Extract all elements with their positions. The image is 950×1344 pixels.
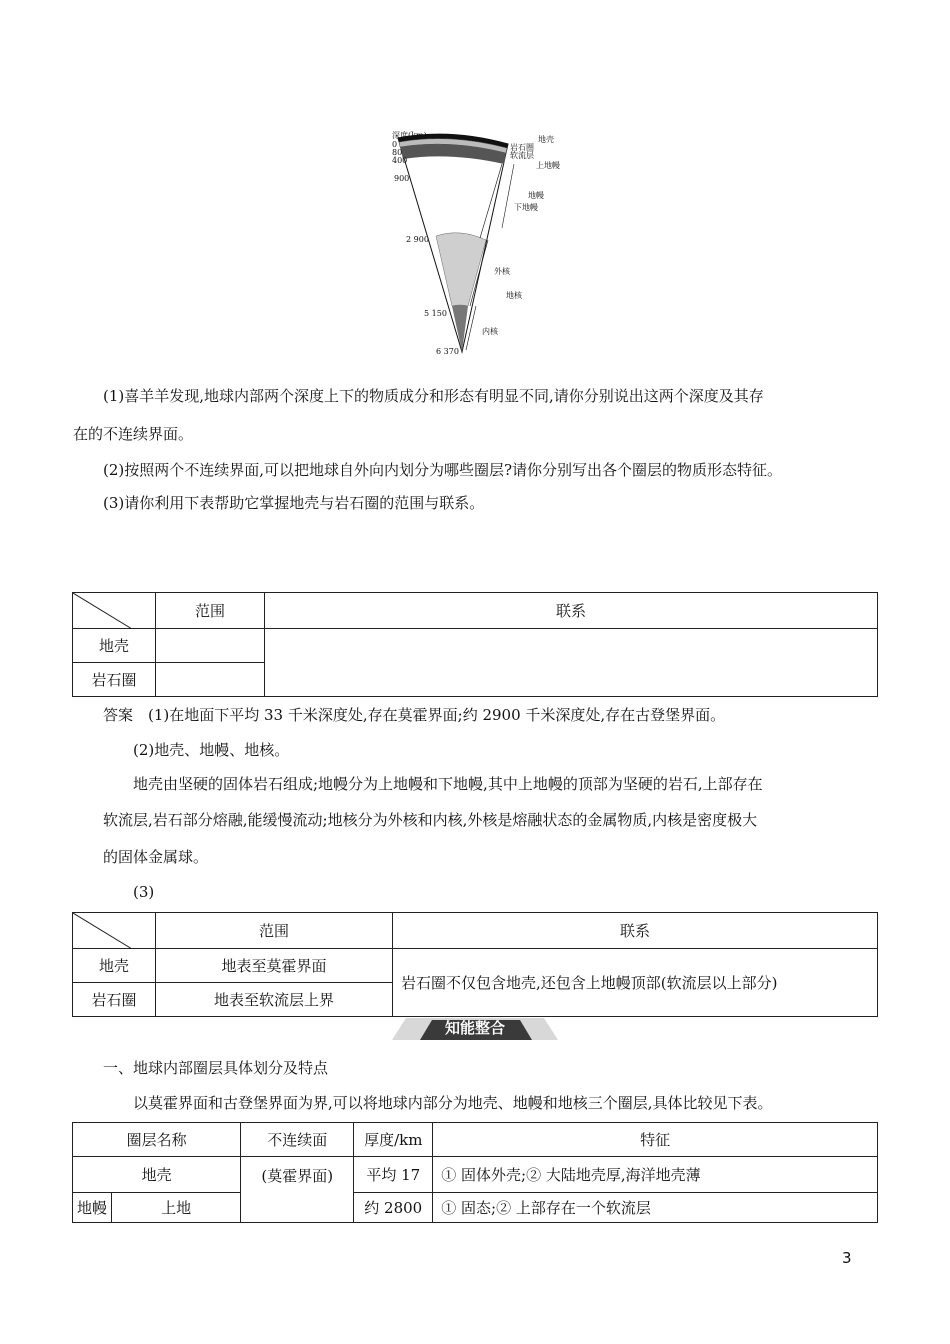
row-crust-interface: (莫霍界面) (241, 1157, 354, 1223)
header-range: 范围 (156, 593, 265, 629)
depth-tick-2900: 2 900 (406, 235, 429, 244)
depth-tick-400: 400 (392, 156, 408, 165)
cell-crust-range (156, 629, 265, 663)
page-number: 3 (842, 1249, 852, 1267)
cell-relation: 岩石圈不仅包含地壳,还包含上地幔顶部(软流层以上部分) (393, 949, 878, 1017)
section-banner (392, 1016, 558, 1042)
label-lower-mantle: 下地幔 (514, 203, 538, 212)
answer-line-2: (2)地壳、地幔、地核。 (133, 741, 290, 759)
section-heading: 一、地球内部圈层具体划分及特点 (103, 1059, 329, 1077)
diagonal-header-cell (73, 593, 156, 629)
row-mantle-group: 地幔 (73, 1193, 112, 1223)
header-interface: 不连续面 (241, 1123, 354, 1157)
row-upper-mantle-feature: ① 固态;② 上部存在一个软流层 (433, 1193, 878, 1223)
row-upper-mantle-name: 上地 (112, 1193, 241, 1223)
cell-lithosphere-range (156, 663, 265, 697)
question-1-line-1: (1)喜羊羊发现,地球内部两个深度上下的物质成分和形态有明显不同,请你分别说出这两个深度及其存 (103, 387, 764, 405)
cell-relation (265, 629, 878, 697)
label-core: 地核 (506, 291, 522, 300)
earth-interior-diagram (390, 128, 570, 360)
row-label-lithosphere: 岩石圈 (73, 663, 156, 697)
question-2: (2)按照两个不连续界面,可以把地球自外向内划分为哪些圈层?请你分别写出各个圈层的物质形态特征。 (103, 461, 783, 479)
row-crust-name: 地壳 (73, 1157, 241, 1193)
answer-line-6: (3) (133, 883, 155, 901)
depth-header: 深度(km) (392, 131, 427, 140)
cell-crust-range: 地表至莫霍界面 (156, 949, 393, 983)
header-range: 范围 (156, 913, 393, 949)
label-mantle: 地幔 (528, 191, 544, 200)
answer-line-3: 地壳由坚硬的固体岩石组成;地幔分为上地幔和下地幔,其中上地幔的顶部为坚硬的岩石,上部存在 (133, 775, 763, 793)
question-3: (3)请你利用下表帮助它掌握地壳与岩石圈的范围与联系。 (103, 494, 485, 512)
banner-title: 知能整合 (444, 1019, 505, 1037)
blank-table (72, 592, 878, 697)
row-upper-mantle-thickness: 约 2800 (354, 1193, 433, 1223)
question-1-line-2: 在的不连续界面。 (73, 425, 194, 443)
header-relation: 联系 (265, 593, 878, 629)
answer-line-5: 的固体金属球。 (103, 848, 209, 866)
answer-line-1: 答案 (1)在地面下平均 33 千米深度处,存在莫霍界面;约 2900 千米深度处,存在古登堡界面。 (103, 706, 726, 724)
answer-line-4: 软流层,岩石部分熔融,能缓慢流动;地核分为外核和内核,外核是熔融状态的金属物质,内核是密度极大 (103, 811, 758, 829)
label-crust: 地壳 (538, 135, 554, 144)
row-label-crust: 地壳 (73, 629, 156, 663)
label-asthenosphere: 软流层 (510, 151, 534, 160)
row-crust-thickness: 平均 17 (354, 1157, 433, 1193)
header-thickness: 厚度/km (354, 1123, 433, 1157)
label-upper-mantle: 上地幔 (536, 161, 560, 170)
cell-lithosphere-range: 地表至软流层上界 (156, 983, 393, 1017)
header-layer-name: 圈层名称 (73, 1123, 241, 1157)
layers-table (72, 1122, 878, 1223)
label-outer-core: 外核 (494, 267, 510, 276)
header-feature: 特征 (433, 1123, 878, 1157)
depth-tick-5150: 5 150 (424, 309, 447, 318)
diagonal-header-cell (73, 913, 156, 949)
depth-tick-6370: 6 370 (436, 347, 459, 356)
depth-tick-0: 0 (392, 140, 398, 149)
depth-tick-80: 80 (392, 148, 403, 157)
label-lithosphere: 岩石圈 (510, 143, 534, 152)
label-inner-core: 内核 (482, 327, 498, 336)
depth-tick-900: 900 (394, 174, 410, 183)
row-label-lithosphere: 岩石圈 (73, 983, 156, 1017)
row-label-crust: 地壳 (73, 949, 156, 983)
row-crust-feature: ① 固体外壳;② 大陆地壳厚,海洋地壳薄 (433, 1157, 878, 1193)
answer-table (72, 912, 878, 1017)
section-intro: 以莫霍界面和古登堡界面为界,可以将地球内部分为地壳、地幔和地核三个圈层,具体比较见下表。 (133, 1094, 773, 1112)
header-relation: 联系 (393, 913, 878, 949)
